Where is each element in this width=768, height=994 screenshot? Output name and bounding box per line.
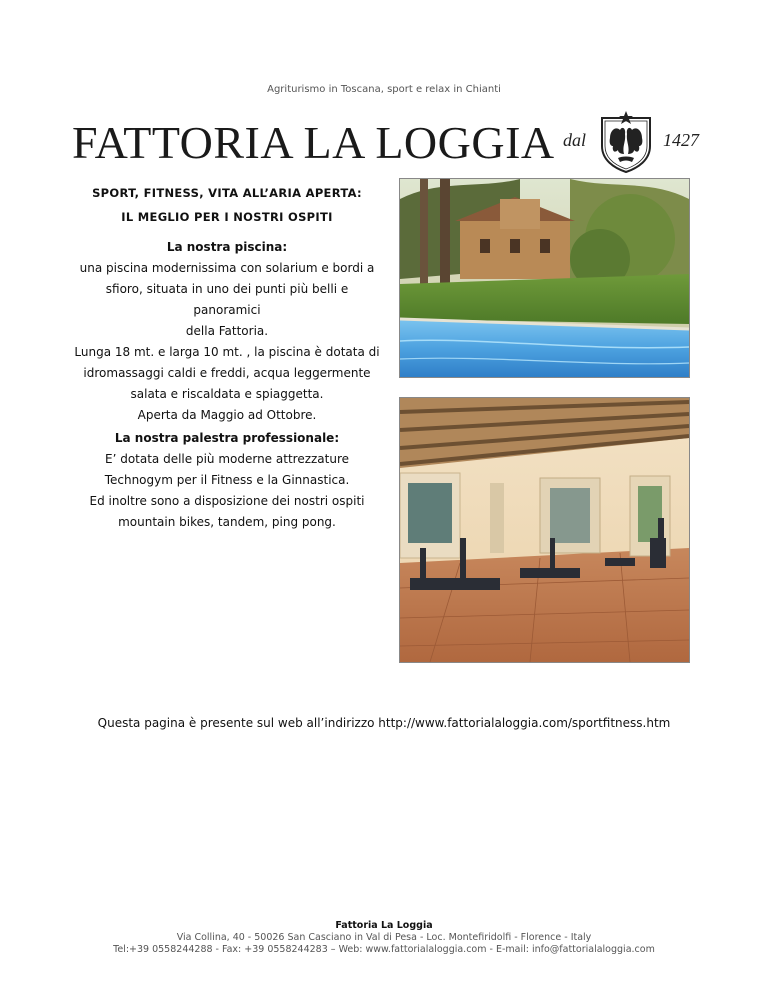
brand-title: FATTORIA LA LOGGIA bbox=[72, 117, 555, 168]
gym-line: Ed inoltre sono a disposizione dei nostri ospiti bbox=[89, 494, 365, 508]
footer-company-name: Fattoria La Loggia bbox=[335, 920, 433, 931]
pool-line: Aperta da Maggio ad Ottobre. bbox=[137, 408, 317, 422]
gym-line: mountain bikes, tandem, ping pong. bbox=[118, 515, 336, 529]
tagline: Agriturismo in Toscana, sport e relax in Chianti bbox=[267, 84, 501, 95]
gym-section bbox=[72, 428, 382, 533]
lion-crest-icon bbox=[596, 108, 656, 174]
pool-line: una piscina modernissima con solarium e bordi a bbox=[79, 261, 375, 275]
pool-line: Lunga 18 mt. e larga 10 mt. , la piscina è dotata di bbox=[74, 345, 380, 359]
heading-line-1: SPORT, FITNESS, VITA ALL’ARIA APERTA: bbox=[92, 186, 362, 200]
pool-line: salata e riscaldata e spiaggetta. bbox=[130, 387, 324, 401]
pool-title: La nostra piscina: bbox=[166, 240, 288, 254]
page-url-note: Questa pagina è presente sul web all’indirizzo http://www.fattorialaloggia.com/sportfitness.htm bbox=[97, 716, 671, 730]
dal-label: dal bbox=[563, 130, 587, 150]
gym-photo bbox=[399, 397, 690, 663]
footer bbox=[0, 920, 768, 956]
year-label: 1427 bbox=[663, 130, 699, 150]
pool-section bbox=[72, 237, 382, 426]
pool-line: della Fattoria. bbox=[185, 324, 269, 338]
heading-line-2: IL MEGLIO PER I NOSTRI OSPITI bbox=[121, 210, 333, 224]
pool-line: sfioro, situata in uno dei punti più belli e panoramici bbox=[105, 282, 349, 317]
pool-line: idromassaggi caldi e freddi, acqua leggermente bbox=[83, 366, 371, 380]
gym-title: La nostra palestra professionale: bbox=[114, 431, 340, 445]
pool-photo bbox=[399, 178, 690, 378]
gym-line: E’ dotata delle più moderne attrezzature bbox=[104, 452, 350, 466]
gym-line: Technogym per il Fitness e la Ginnastica. bbox=[104, 473, 350, 487]
intro-block bbox=[72, 183, 382, 228]
footer-address: Via Collina, 40 - 50026 San Casciano in Val di Pesa - Loc. Montefiridolfi - Florence - Italy bbox=[176, 932, 592, 943]
footer-contacts: Tel:+39 0558244288 - Fax: +39 0558244283 – Web: www.fattorialaloggia.com - E-mail: info@fattorialaloggia.com bbox=[113, 944, 655, 955]
